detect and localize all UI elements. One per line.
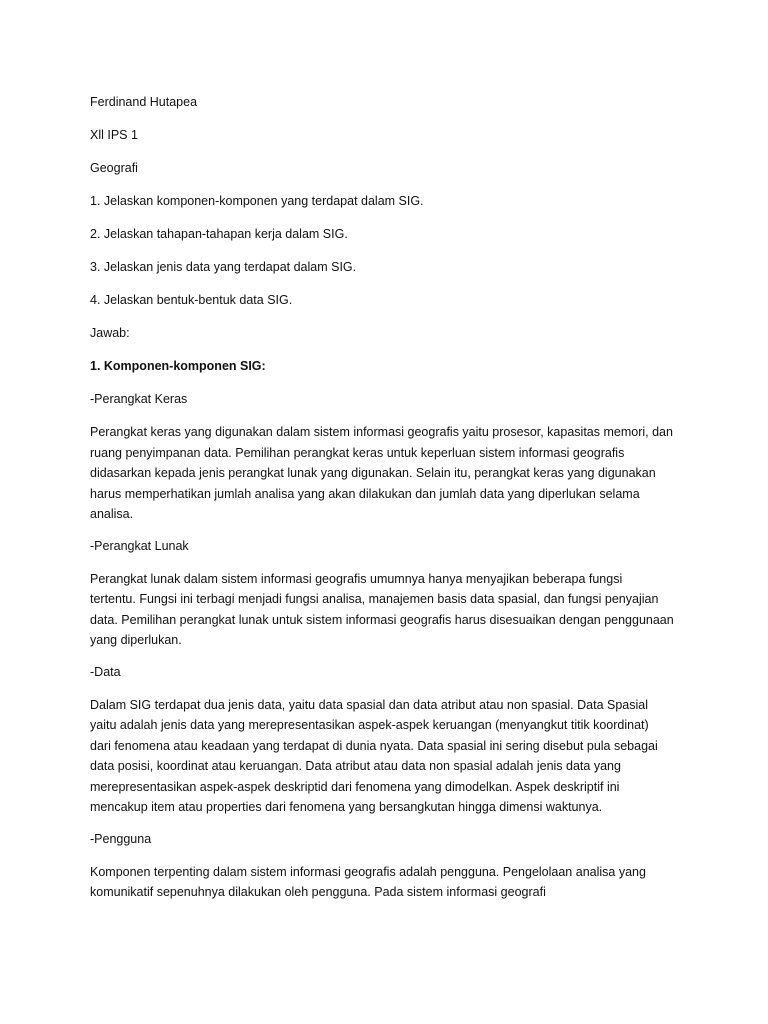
paragraph-line: dari fenomena atau keadaan yang terdapat di dunia nyata. Data spasial ini sering disebut pula sebagai — [90, 738, 658, 753]
section-heading-perangkat-keras: -Perangkat Keras — [90, 392, 188, 406]
paragraph-line: Perangkat lunak dalam sistem informasi geografis umumnya hanya menyajikan beberapa fungsi — [90, 571, 623, 586]
paragraph-line: komunikatif sepenuhnya dilakukan oleh pengguna. Pada sistem informasi geografi — [90, 885, 546, 899]
class-label: Xll IPS 1 — [90, 128, 138, 142]
paragraph-line: yang diperlukan. — [90, 633, 182, 647]
paragraph-line: Komponen terpenting dalam sistem informasi geografis adalah pengguna. Pengelolaan analisa yang — [90, 864, 646, 879]
question-2: 2. Jelaskan tahapan-tahapan kerja dalam SIG. — [90, 227, 348, 241]
section-heading-perangkat-lunak: -Perangkat Lunak — [90, 538, 189, 553]
author-name: Ferdinand Hutapea — [90, 95, 198, 109]
paragraph-line: didasarkan kepada jenis perangkat lunak yang digunakan. Selain itu, perangkat keras yang digunakan — [90, 466, 656, 480]
section-heading-data: -Data — [90, 664, 121, 679]
paragraph-line: harus memperhatikan jumlah analisa yang akan dilakukan dan jumlah data yang diperlukan selama — [90, 486, 640, 501]
section-body-perangkat-keras — [90, 422, 688, 525]
answer-label: Jawab: — [90, 326, 130, 340]
subject-label: Geografi — [90, 161, 138, 175]
section-body-data — [90, 695, 688, 818]
paragraph-line: tertentu. Fungsi ini terbagi menjadi fungsi analisa, manajemen basis data spasial, dan fungsi penyajian — [90, 592, 659, 606]
paragraph-line: ruang penyimpanan data. Pemilihan perangkat keras untuk keperluan sistem informasi geografis — [90, 445, 625, 460]
answer-heading: 1. Komponen-komponen SIG: — [90, 359, 266, 373]
paragraph-line: yaitu adalah jenis data yang merepresentasikan aspek-aspek keruangan (menyangkut titik koordinat) — [90, 718, 649, 732]
section-heading-pengguna: -Pengguna — [90, 831, 152, 846]
section-body-perangkat-lunak — [90, 569, 688, 651]
paragraph-line: Dalam SIG terdapat dua jenis data, yaitu data spasial dan data atribut atau non spasial. Data Spasial — [90, 697, 648, 712]
question-3: 3. Jelaskan jenis data yang terdapat dalam SIG. — [90, 260, 357, 274]
paragraph-line: data. Pemilihan perangkat lunak untuk sistem informasi geografis harus disesuaikan dengan penggunaan — [90, 612, 674, 627]
question-4: 4. Jelaskan bentuk-bentuk data SIG. — [90, 293, 293, 307]
paragraph-line: Perangkat keras yang digunakan dalam sistem informasi geografis yaitu prosesor, kapasitas memori, dan — [90, 425, 673, 439]
paragraph-line: merepresentasikan aspek-aspek deskriptid dari fenomena yang dimodelkan. Aspek deskriptif ini — [90, 779, 620, 794]
paragraph-line: mencakup item atau properties dari fenomena yang bersangkutan hingga dimensi waktunya. — [90, 800, 603, 814]
paragraph-line: data posisi, koordinat atau keruangan. Data atribut atau data non spasial adalah jenis data yang — [90, 759, 621, 773]
paragraph-line: analisa. — [90, 507, 134, 521]
section-body-pengguna — [90, 862, 688, 903]
question-1: 1. Jelaskan komponen-komponen yang terdapat dalam SIG. — [90, 194, 424, 208]
